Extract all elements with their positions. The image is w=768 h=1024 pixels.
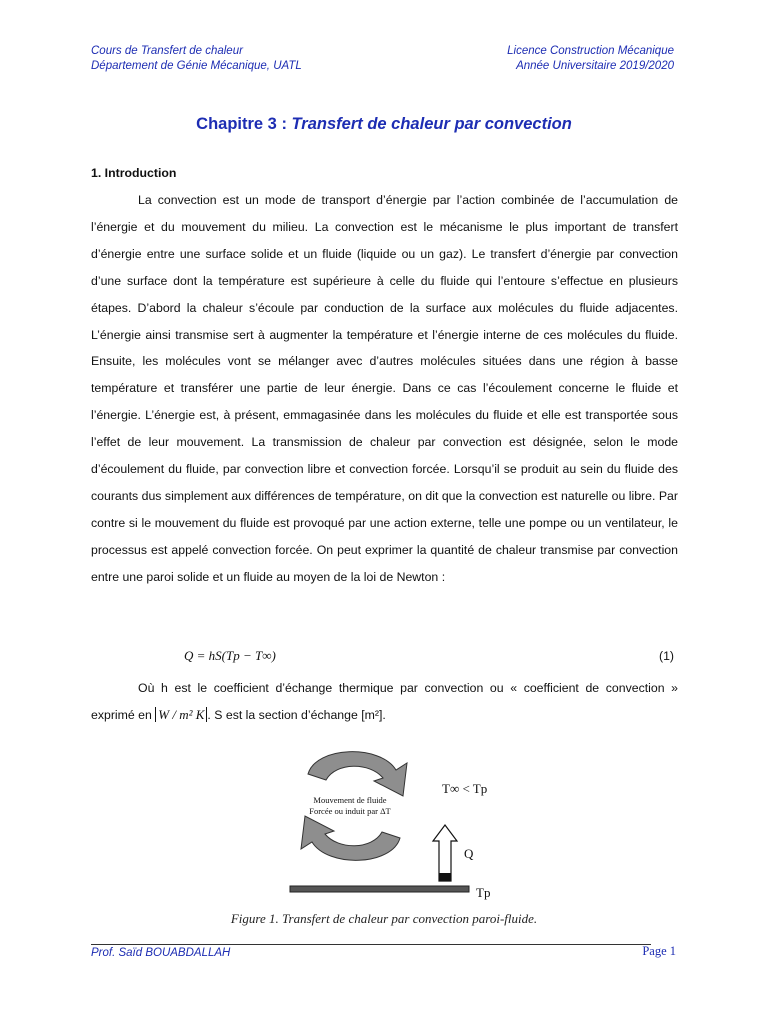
coefficient-paragraph xyxy=(91,675,678,729)
heat-flux-arrow xyxy=(433,825,457,881)
header-right xyxy=(507,44,674,74)
page-number: Page 1 xyxy=(642,944,676,958)
footer-divider xyxy=(91,944,651,945)
header-left xyxy=(91,44,302,74)
upper-curved-arrow xyxy=(308,752,407,796)
q-label: Q xyxy=(464,846,474,861)
academic-year: Année Universitaire 2019/2020 xyxy=(516,60,674,72)
motion-label-1: Mouvement de fluide xyxy=(313,795,387,805)
chapter-title xyxy=(0,115,768,134)
section-text: . S est la section d’échange [m²]. xyxy=(207,707,386,722)
solid-wall xyxy=(290,886,469,892)
tp-label: Tp xyxy=(476,885,491,900)
figure-caption: Figure 1. Transfert de chaleur par convection paroi-fluide. xyxy=(230,911,538,926)
chapter-prefix: Chapitre 3 : xyxy=(196,115,292,133)
chapter-name: Transfert de chaleur par convection xyxy=(291,115,572,133)
lower-curved-arrow xyxy=(301,816,400,860)
newton-equation: Q = hS(Tp − T∞) xyxy=(184,648,276,663)
equation-number: (1) xyxy=(658,649,674,663)
course-title: Cours de Transfert de chaleur xyxy=(91,45,243,57)
program: Licence Construction Mécanique xyxy=(507,45,674,57)
coefficient-text: Où h est le coefficient d’échange thermique par convection ou « coefficient de convection » exprimé en xyxy=(91,681,678,722)
footer-author: Prof. Saïd BOUABDALLAH xyxy=(91,947,231,959)
department: Département de Génie Mécanique, UATL xyxy=(91,60,302,72)
convection-diagram xyxy=(280,740,510,910)
intro-paragraph: La convection est un mode de transport d’énergie par l’action combinée de l’accumulation de l’énergie et du mouvement du milieu. La convection est le mécanisme le plus important de transfert d’énergie entre une surface solide et un fluide (liquide ou un gaz). Le transfert d’énergie par convection d’une surface dont la température est supérieure à celle du fluide qui l’entoure s’effectue en plusieurs étapes. D’abord la chaleur s’écoule par conduction de la surface aux molécules du fluide adjacentes. L’énergie ainsi transmise sert à augmenter la température et l’énergie interne de ces molécules du fluide. Ensuite, les molécules vont se mélanger avec d’autres molécules situées dans une région à basse température et transférer une partie de leur énergie. Dans ce cas l’écoulement concerne le fluide et l’énergie. L’énergie est, à présent, emmagasinée dans les molécules du fluide et elle est transportée sous l’effet de leur mouvement. La transmission de chaleur par convection est désignée, selon le mode d’écoulement du fluide, par convection libre et convection forcée. Lorsqu’il se produit au sein du fluide des courants dus simplement aux différences de température, on dit que la convection est naturelle ou libre. Par contre si le mouvement du fluide est provoqué par une action externe, telle une pompe ou un ventilateur, le processus est appelé convection forcée. On peut exprimer la quantité de chaleur transmise par convection entre une paroi solide et un fluide au moyen de la loi de Newton : xyxy=(91,193,678,584)
convection-figure xyxy=(280,740,510,910)
section-heading: 1. Introduction xyxy=(91,166,177,180)
t-infinity-label: T∞ < Tp xyxy=(442,781,488,796)
unit-expression: W / m² K xyxy=(155,707,207,722)
heat-flux-arrow-base xyxy=(439,873,451,881)
motion-label-2: Forcée ou induit par ΔT xyxy=(309,806,391,816)
